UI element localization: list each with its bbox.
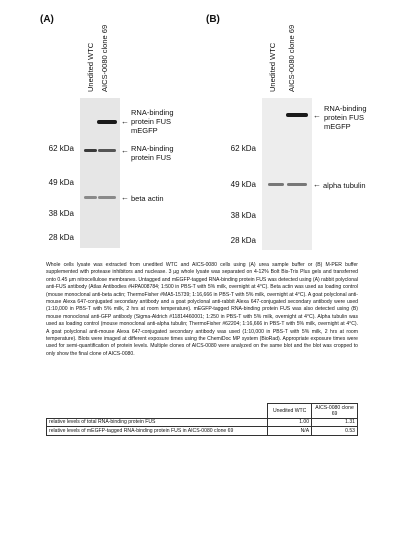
panel-b-marker-62: 62 kDa [230, 144, 256, 153]
panel-a-annotation-actin: beta actin [131, 194, 164, 203]
table-cell-value: 0.53 [312, 427, 358, 436]
panel-a-band-fus-wtc [84, 149, 97, 152]
panel-a-band-fus-clone [98, 149, 116, 152]
panel-a-blot [80, 98, 120, 248]
table-header-wtc: Unedited WTC [268, 404, 312, 419]
panel-a-band-actin-wtc [84, 196, 97, 199]
panel-b-marker-49: 49 kDa [230, 180, 256, 189]
panel-a-label: (A) [40, 14, 54, 25]
table-cell-label: relative levels of total RNA-binding protein FUS [47, 418, 268, 427]
table-cell-value: N/A [268, 427, 312, 436]
panel-b-band-tubulin-clone [287, 183, 307, 186]
table-header-row [47, 404, 358, 419]
panel-b-arrow-1: ← [313, 111, 321, 120]
panel-a-marker-49: 49 kDa [48, 178, 74, 187]
panel-b-marker-28: 28 kDa [230, 236, 256, 245]
table-row [47, 418, 358, 427]
figure-caption: Whole cells lysate was extracted from unedited WTC and AICS-0080 cells using (A) urea sample buffer or (B) M-PER buffer supplemented with protease inhibitors and nuclease. 3 µg whole lysate was separated on 4-12% Bolt Bis-Tris Plus gels and transferred onto 0.45 µm nitrocellulose membranes. Untagged and mEGFP-tagged RNA-binding protein FUS was detected using (A) rabbit polyclonal anti-FUS antibody (Atlas Antibodies #HPA008784; 1:500 in PBS-T with 5% milk, overnight at 4°C). Beta actin was used as loading control (mouse monoclonal anti-beta actin; ThermoFisher #MA5-15739; 1:16,666 in PBS-T with 5% milk, overnight at 4°C). A goat polyclonal anti-mouse Alexa 647-conjugated secondary antibody and a goat polyclonal anti-rabbit Alexa 647-conjugated secondary antibody were used (1:10,000 in PBS-T with 5% milk, 2 hrs at room temperature). mEGFP-tagged RNA-binding protein FUS was also detected using (B) mouse monoclonal anti-GFP antibody (Sigma-Aldrich #11814460001; 1:250 in PBS-T with 5% milk, overnight at 4°C). Alpha tubulin was used as loading control (mouse monoclonal anti-alpha tubulin; ThermoFisher #62204; 1:16,666 in PBS-T with 5% milk, overnight at 4°C). A goat polyclonal anti-mouse Alexa 647-conjugated secondary antibody was used (1:10,000 in PBS-T with 5% milk, 2 hrs at room temperature). Blots were imaged at different exposure times using the ChemiDoc MP system (BioRad). Appropriate exposure times were used for semi-quantification of protein levels. Multiple clones of AICS-0080 were analyzed on the same blot and the blot was cropped to only show the final clone of AICS-0080. [46, 262, 358, 357]
panel-a-marker-28: 28 kDa [48, 233, 74, 242]
panel-a-annotation-fus-megfp: RNA-binding protein FUS mEGFP [131, 108, 174, 135]
panel-b-band-tubulin-wtc [268, 183, 284, 186]
table-cell-value: 1.31 [312, 418, 358, 427]
table-cell-value: 1.00 [268, 418, 312, 427]
panel-b-lane-1-label: Unedited WTC [268, 42, 277, 92]
table-row [47, 427, 358, 436]
table-cell-label: relative levels of mEGFP-tagged RNA-binding protein FUS in AICS-0080 clone 69 [47, 427, 268, 436]
panel-a-lane-1-label: Unedited WTC [86, 42, 95, 92]
panel-b-blot [262, 98, 312, 250]
quantification-table [46, 403, 358, 436]
panel-b-band-fus-megfp [286, 113, 308, 117]
panel-a-marker-38: 38 kDa [48, 209, 74, 218]
panel-b-annotation-fus-megfp: RNA-binding protein FUS mEGFP [324, 104, 367, 131]
panel-b-label: (B) [206, 14, 220, 25]
panel-a-lane-2-label: AICS-0080 clone 69 [100, 24, 109, 92]
table-header-empty [47, 404, 268, 419]
panel-b-marker-38: 38 kDa [230, 211, 256, 220]
panel-b-annotation-tubulin: alpha tubulin [323, 181, 366, 190]
panel-a-arrow-3: ← [121, 193, 129, 202]
panel-a-marker-62: 62 kDa [48, 144, 74, 153]
panel-a-arrow-2: ← [121, 146, 129, 155]
panel-a-band-actin-clone [98, 196, 116, 199]
table-header-clone: AICS-0080 clone 69 [312, 404, 358, 419]
panel-a-band-fus-megfp [97, 120, 117, 124]
panel-a-annotation-fus: RNA-binding protein FUS [131, 144, 174, 162]
panel-a-arrow-1: ← [121, 117, 129, 126]
panel-b-lane-2-label: AICS-0080 clone 69 [287, 24, 296, 92]
panel-b-arrow-2: ← [313, 180, 321, 189]
